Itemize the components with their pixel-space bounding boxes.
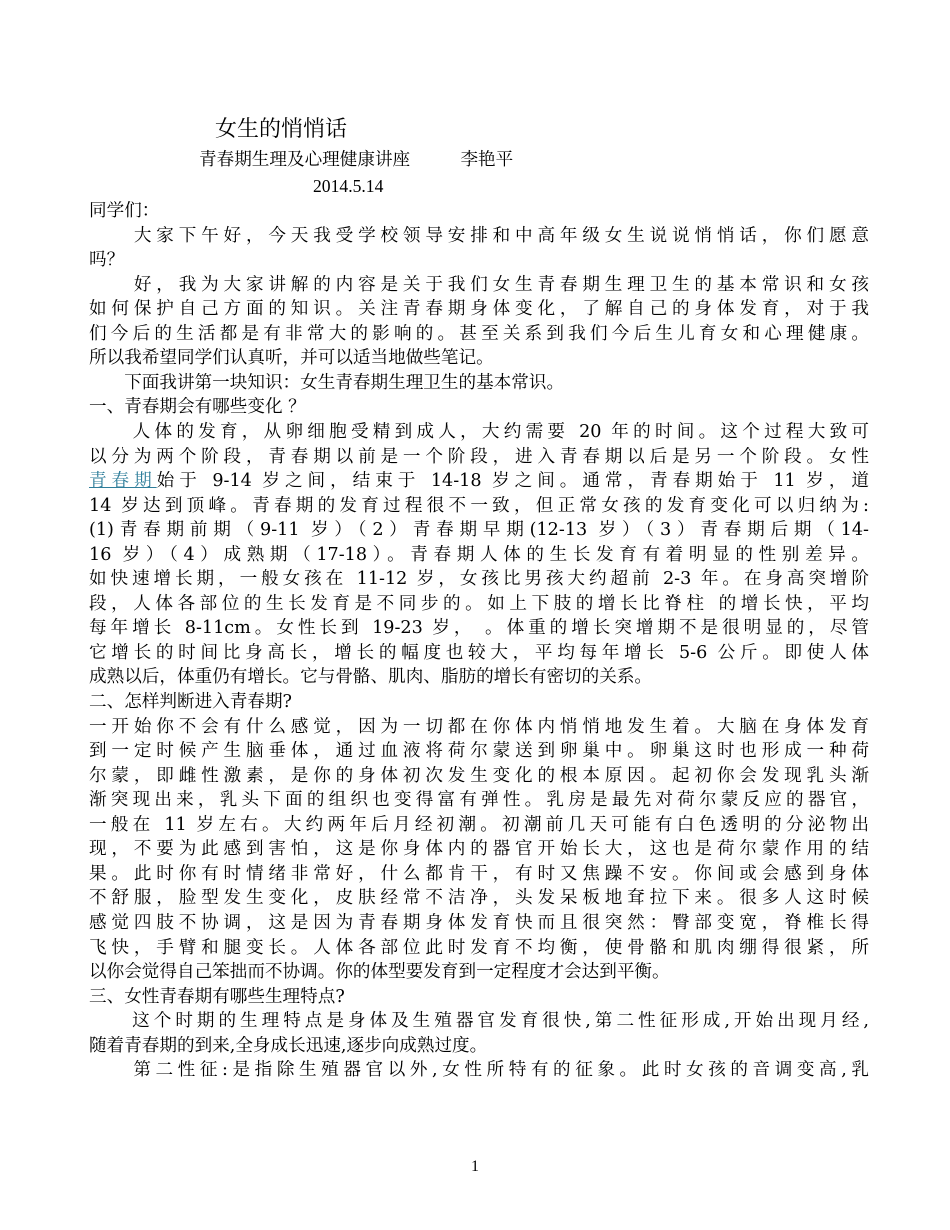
body-line: 同学们：: [89, 201, 160, 221]
body-line: 段，人体各部位的生长发育是不同步的。如上下肢的增长比脊柱 的增长快，平均: [89, 593, 869, 614]
link-line-rest: 始于 9-14 岁之间，结束于 14-18 岁之间。通常，青春期始于 11 岁，道: [156, 471, 869, 492]
body-line: 以你会觉得自己笨拙而不协调。你的体型要发育到一定程度才会达到平衡。: [89, 962, 670, 983]
body-line: 以分为两个阶段，青春期以前是一个阶段，进入青春期以后是另一个阶段。女性: [89, 446, 869, 467]
document-date: 2014.5.14: [313, 176, 384, 196]
body-line: 所以我希望同学们认真听，并可以适当地做些笔记。: [89, 348, 494, 369]
body-line: 14 岁达到顶峰。青春期的发育过程很不一致，但正常女孩的发育变化可以归纳为:: [89, 495, 869, 516]
body-line: 果。此时你有时情绪非常好，什么都肯干，有时又焦躁不安。你间或会感到身体: [89, 863, 869, 884]
body-line: 它增长的时间比身高长，增长的幅度也较大，平均每年增长 5-6 公斤。即使人体: [89, 642, 869, 663]
body-line: 16 岁）（4）成熟期（17-18）。青春期人体的生长发育有着明显的性别差异。: [89, 544, 869, 565]
body-line: 成熟以后，体重仍有增长。它与骨骼、肌肉、脂肪的增长有密切的关系。: [89, 667, 653, 688]
body-line: 好，我为大家讲解的内容是关于我们女生青春期生理卫生的基本常识和女孩: [89, 274, 869, 295]
body-line: 一、青春期会有哪些变化 ？: [89, 397, 306, 418]
body-line: 大家下午好，今天我受学校领导安排和中高年级女生说说悄悄话，你们愿意: [89, 225, 869, 246]
body-line: 随着青春期的到来,全身成长迅速,逐步向成熟过度。: [89, 1035, 488, 1056]
body-line: (1)青春期前期（9-11 岁）（2）青春期早期(12-13 岁）（3）青春期后期（14-: [89, 520, 869, 541]
body-line: 们今后的生活都是有非常大的影响的。甚至关系到我们今后生儿育女和心理健康。: [89, 323, 869, 344]
body-line: 感觉四肢不协调，这是因为青春期身体发育快而且很突然：臀部变宽，脊椎长得: [89, 912, 869, 933]
body-line: 三、女性青春期有哪些生理特点?: [89, 986, 345, 1007]
body-line: 每年增长 8-11cm。女性长到 19-23 岁， 。体重的增长突增期不是很明显的，尽管: [89, 618, 869, 639]
body-line: 一开始你不会有什么感觉，因为一切都在你体内悄悄地发生着。大脑在身体发育: [89, 716, 869, 737]
body-line: 吗？: [89, 250, 125, 271]
body-line: 现，不要为此感到害怕，这是你身体内的器官开始长大，这也是荷尔蒙作用的结: [89, 839, 869, 860]
body-line: 如何保护自己方面的知识。关注青春期身体变化，了解自己的身体发育，对于我: [89, 299, 869, 320]
body-line: 如快速增长期，一般女孩在 11-12 岁，女孩比男孩大约超前 2-3 年。在身高突增阶: [89, 569, 869, 590]
body-line: 渐突现出来，乳头下面的组织也变得富有弹性。乳房是最先对荷尔蒙反应的器官，: [89, 790, 869, 811]
body-line: 二、怎样判断进入青春期?: [89, 692, 292, 712]
page-number: 1: [471, 1158, 479, 1175]
body-line: 飞快，手臂和腿变长。人体各部位此时发育不均衡，使骨骼和肌肉绷得很紧，所: [89, 937, 869, 958]
document-subtitle: 青春期生理及心理健康讲座 李艳平: [199, 150, 514, 170]
body-line: 人体的发育，从卵细胞受精到成人，大约需要 20 年的时间。这个过程大致可: [89, 421, 869, 442]
body-line: 这个时期的生理特点是身体及生殖器官发育很快,第二性征形成,开始出现月经,: [89, 1011, 869, 1032]
body-line: 到一定时候产生脑垂体，通过血液将荷尔蒙送到卵巢中。卵巢这时也形成一种荷: [89, 741, 869, 762]
body-line-with-link: [89, 469, 869, 493]
body-line: 下面我讲第一块知识：女生青春期生理卫生的基本常识。: [89, 372, 565, 393]
qingchunqi-link[interactable]: 青春期: [89, 471, 157, 492]
body-line: 一般在 11 岁左右。大约两年后月经初潮。初潮前几天可能有白色透明的分泌物出: [89, 814, 869, 835]
body-line: 尔蒙，即雌性激素，是你的身体初次发生变化的根本原因。起初你会发现乳头渐: [89, 765, 869, 786]
body-line: 不舒服，脸型发生变化，皮肤经常不洁净，头发呆板地耷拉下来。很多人这时候: [89, 888, 869, 909]
body-line: 第二性征:是指除生殖器官以外,女性所特有的征象。此时女孩的音调变高,乳: [89, 1060, 869, 1081]
document-title: 女生的悄悄话: [215, 117, 348, 142]
